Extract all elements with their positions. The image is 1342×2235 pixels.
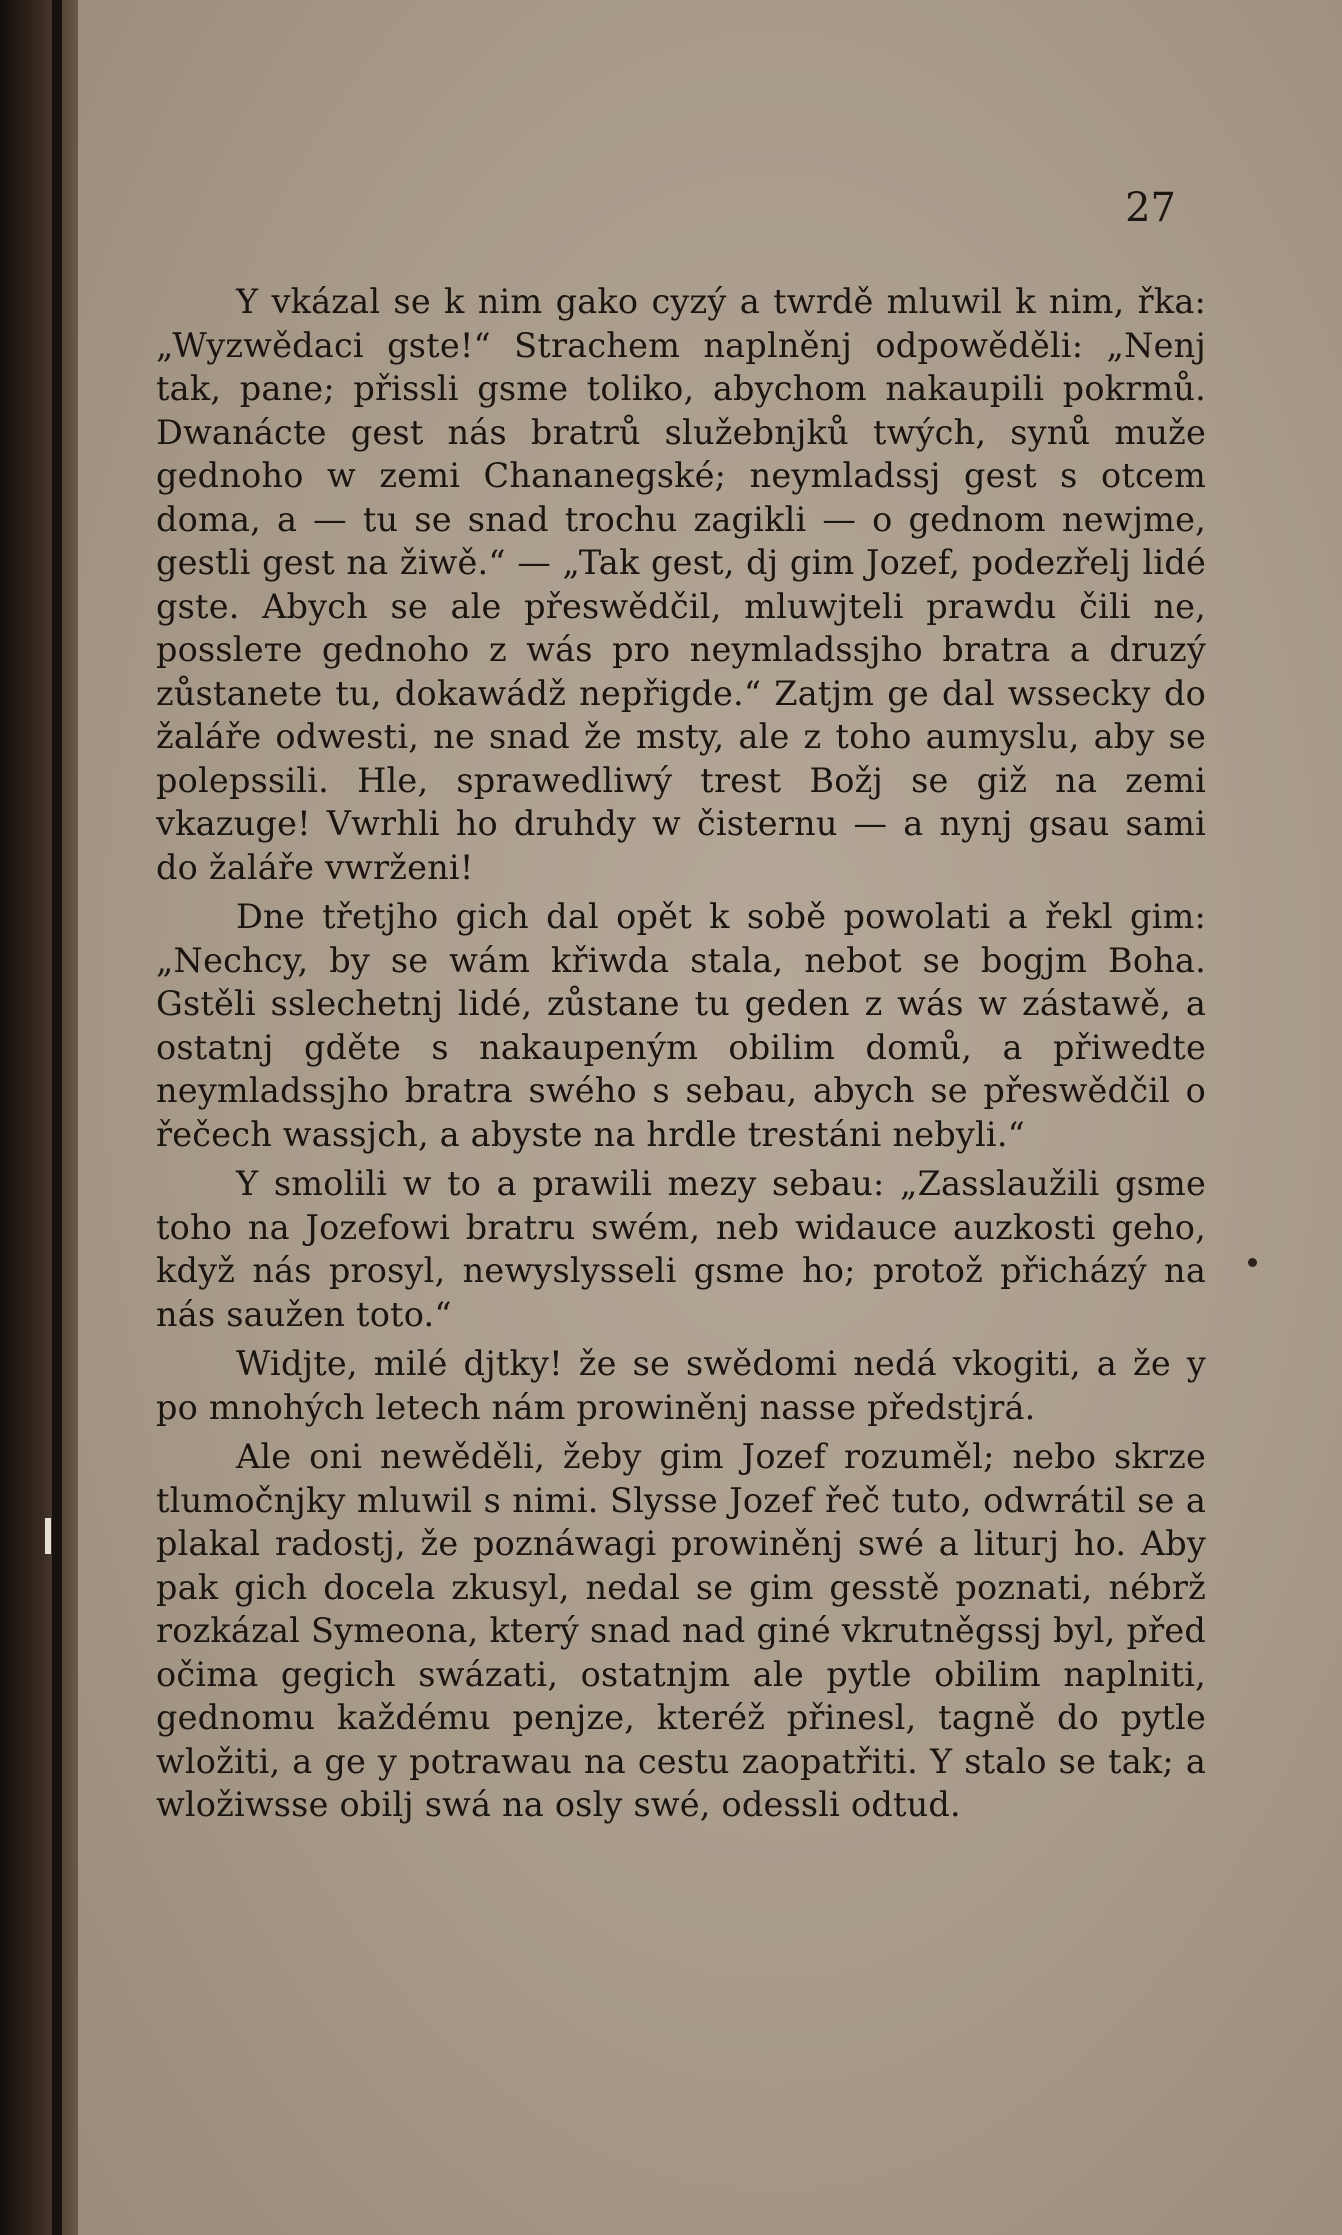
ink-speck (1248, 1258, 1257, 1267)
paragraph-2: Dne třetjho gich dal opět k sobě powolati a řekl gim: „Nechcy, by se wám křiwda stala, nebot se bogjm Boha. Gstěli sslechetnj lidé, zůstane tu geden z wás w zástawě, a ostatnj gděte s nakaupeným obilim domů, a přiwedte neymladssjho bratra swého s sebau, abych se přeswědčil o řečech wassjch, a abyste na hrdle trestánі nebyli.“ (156, 897, 1206, 1154)
binding-line (52, 0, 62, 2235)
book-gutter-shadow (0, 0, 78, 2235)
margin-paper-tear (45, 1518, 51, 1554)
paragraph-3: Y smolili w to a prawili mezy sebau: „Zasslaužili gsme toho na Jozefowi bratru swém, neb widauce auzkosti geho, když nás prosyl, newyslysseli gsme ho; protož přicházý na nás saužen toto.“ (156, 1164, 1206, 1334)
page-number: 27 (1125, 185, 1176, 231)
book-page (78, 0, 1342, 2235)
paragraph-4: Widjte, milé djtky! že se swědomi nedá vkogiti, a že y po mnohých letech nám prowiněnj nasse předstjrá. (156, 1344, 1206, 1427)
paragraph-1: Y vkázal se k nim gako cyzý a twrdě mluwil k nim, řka: „Wyzwědaci gste!“ Strachem naplněnj odpowěděli: „Nenj tak, pane; přissli gsme toliko, abychom nakaupili pokrmů. Dwanácte gest nás bratrů služebnjků twých, synů muže gednoho w zemi Chananegské; neymladssj gest s otcem doma, a — tu se snad trochu zagikli — o gednom newjme, gestli gest na žiwě.“ — „Tak gest, dj gim Jozef, podezřelj lidé gste. Abych se ale přeswědčil, mluwjteli prawdu čili ne, possleте gednoho z wás pro neymladssjho bratra a druzý zůstanete tu, dokawádž nepřigde.“ Zatjm ge dal wsseckу do žaláře odwesti, ne snad že msty, ale z toho aumyslu, aby se polepssili. Hle, sprawedliwý trest Božj se giž na zemi vkazuge! Vwrhli ho druhdy w čisternu — a nynj gsau sami do žaláře vwrženi! (156, 282, 1206, 887)
page-text (156, 280, 1206, 1833)
paragraph-5: Ale oni newěděli, žeby gim Jozef rozuměl; nebo skrze tlumočnjky mluwil s nimi. Slysse Jozef řeč tuto, odwrátil se a plakal radostj, že poznáwagi prowiněnj swé a lituгj ho. Aby pak gich docela zkusyl, nedal se gim gesstě poznati, nébrž rozkázal Symeona, který snad nad giné vkrutněgssj byl, před očima gegich swázati, ostatnjm ale pytle obilim naplniti, gednomu každému penjze, kteréž přinesl, tagně do pytle wložiti, a ge y potrawau na cestu zaopatřiti. Y stalo se tak; a wložiwsse obilj swá na osly swé, odessli odtud. (156, 1437, 1206, 1824)
